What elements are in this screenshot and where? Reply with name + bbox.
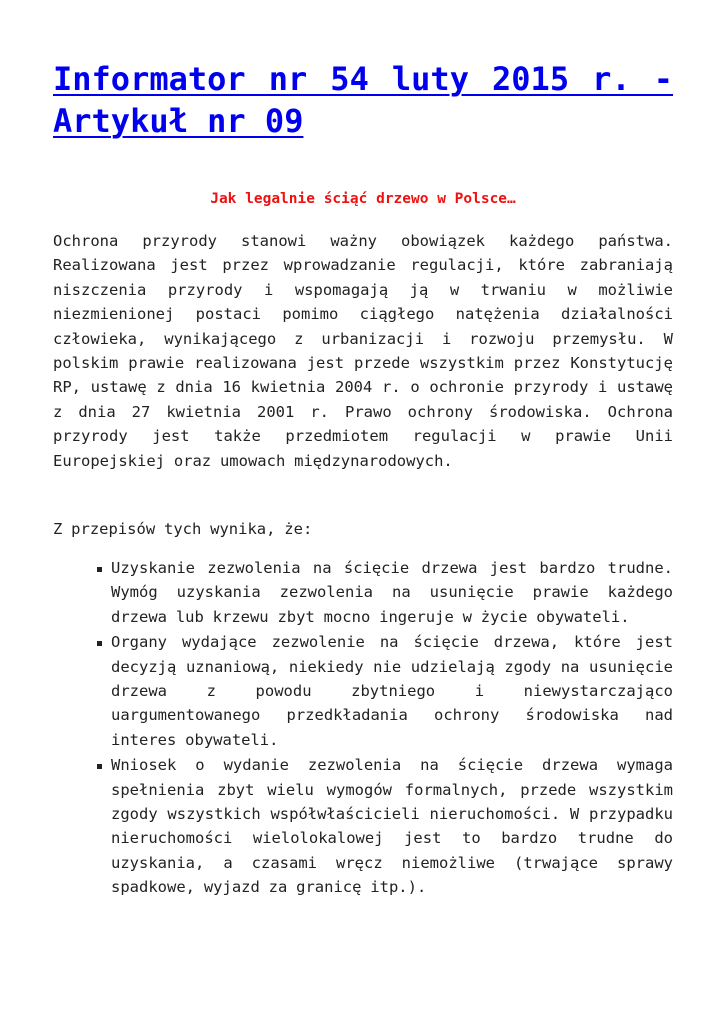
article-subtitle: Jak legalnie ściąć drzewo w Polsce…: [210, 191, 516, 207]
list-item-text: Uzyskanie zezwolenia na ścięcie drzewa jest bardzo trudne. Wymóg uzyskania zezwolenia na usunięcie prawie każdego drzewa lub krzewu zbyt mocno ingeruje w życie obywateli.: [111, 559, 673, 626]
list-item: [97, 630, 673, 752]
bullet-list: [97, 556, 673, 901]
bullet-icon: [97, 764, 102, 769]
list-item-text: Organy wydające zezwolenie na ścięcie drzewa, które jest decyzją uznaniową, niekiedy nie udzielają zgody na usunięcie drzewa z powodu zbytniego i niewystarczająco uargumentowanego przedkładania ochrony środowiska nad interes obywateli.: [111, 633, 673, 749]
title-link[interactable]: Informator nr 54 luty 2015 r. - Artykuł nr 09: [53, 60, 673, 140]
page-title: [53, 58, 673, 142]
list-item-text: Wniosek o wydanie zezwolenia na ścięcie drzewa wymaga spełnienia zbyt wielu wymogów formalnych, przede wszystkim zgody wszystkich współwłaścicieli nieruchomości. W przypadku nieruchomości wielolokalowej jest to bardzo trudne do uzyskania, a czasami wręcz niemożliwe (trwające sprawy spadkowe, wyjazd za granicę itp.).: [111, 756, 673, 897]
list-item: [97, 556, 673, 629]
list-item: [97, 753, 673, 899]
bullet-icon: [97, 641, 102, 646]
bullet-icon: [97, 567, 102, 572]
intro-paragraph: Ochrona przyrody stanowi ważny obowiązek każdego państwa. Realizowana jest przez wprowadzanie regulacji, które zabraniają niszczenia przyrody i wspomagają ją w trwaniu w możliwie niezmienionej postaci pomimo ciągłego natężenia działalności człowieka, wynikającego z urbanizacji i rozwoju przemysłu. W polskim prawie realizowana jest przede wszystkim przez Konstytucję RP, ustawę z dnia 16 kwietnia 2004 r. o ochronie przyrody i ustawę z dnia 27 kwietnia 2001 r. Prawo ochrony środowiska. Ochrona przyrody jest także przedmiotem regulacji w prawie Unii Europejskiej oraz umowach międzynarodowych.: [53, 232, 673, 470]
list-intro-paragraph: Z przepisów tych wynika, że:: [53, 520, 313, 538]
